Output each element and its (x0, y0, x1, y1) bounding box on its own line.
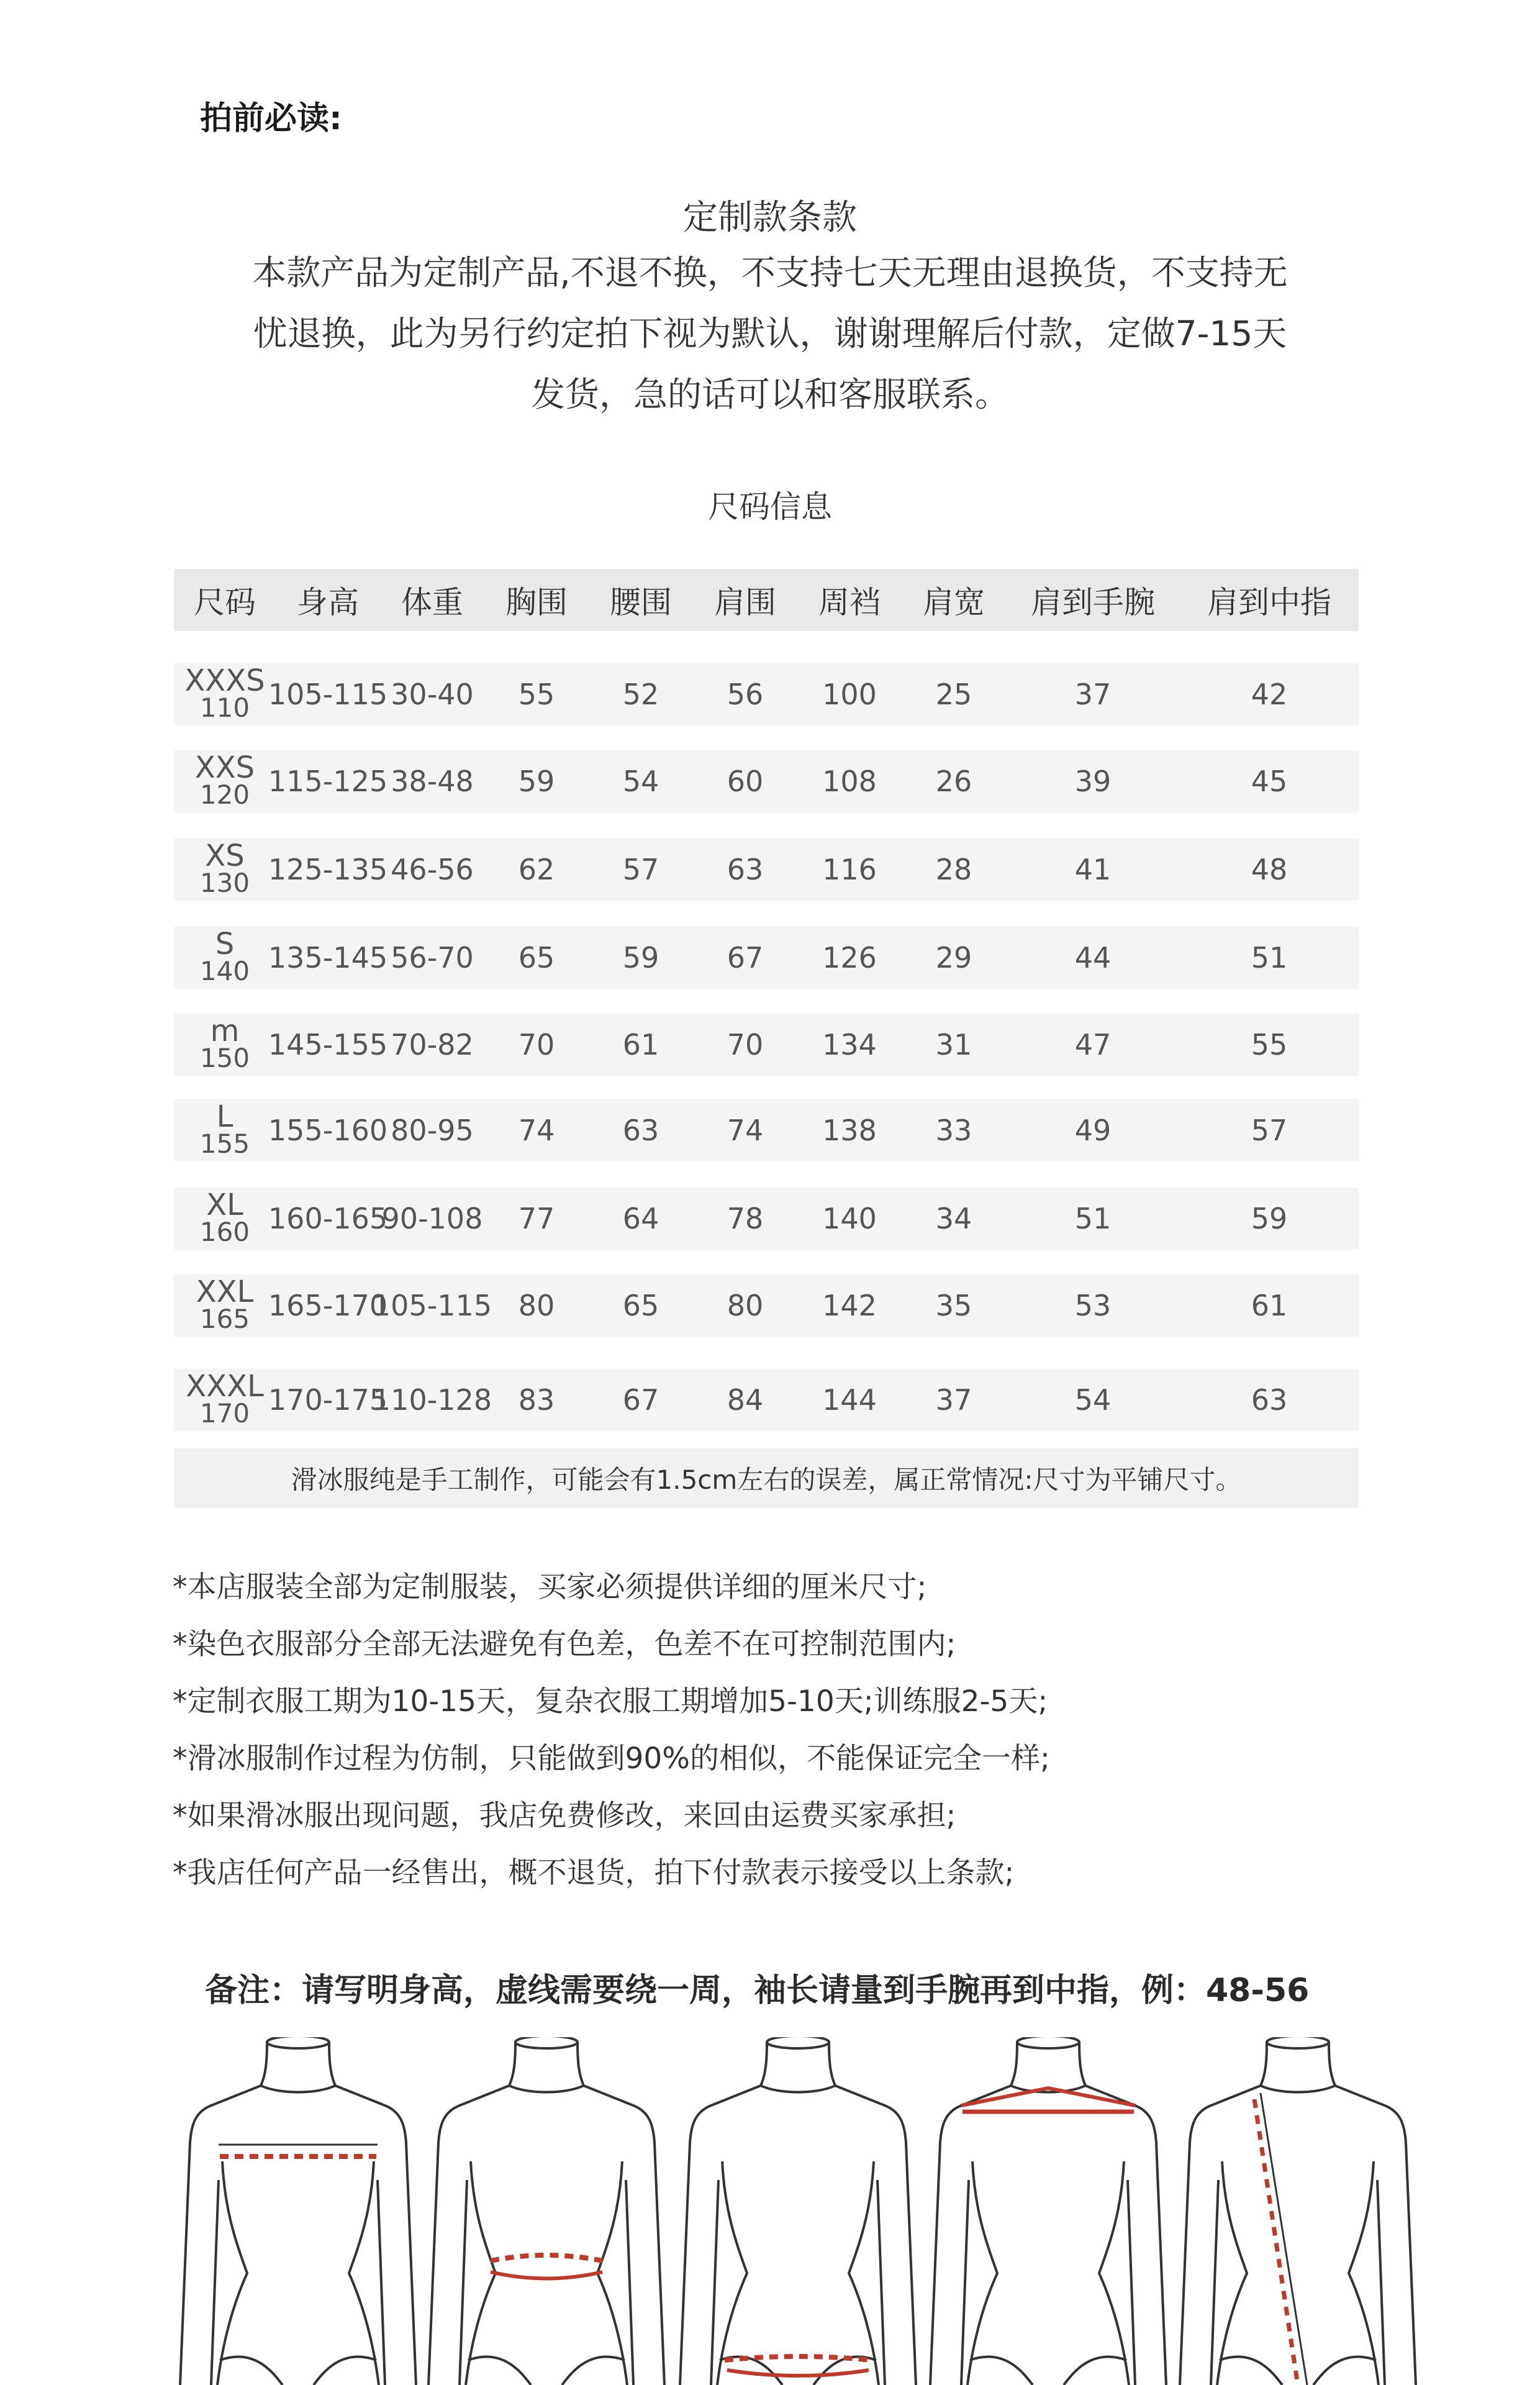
cell-weight: 105-115 (372, 1289, 492, 1322)
cell-waist: 57 (622, 853, 659, 886)
cell-weight: 38-48 (391, 765, 474, 798)
cell-weight: 30-40 (391, 678, 474, 711)
measurement-figures (0, 2037, 1540, 2385)
store-term: *染色衣服部分全部无法避免有色差，色差不在可控制范围内; (173, 1627, 956, 1661)
size-table-row (174, 1369, 1359, 1431)
cell-shoulder-to-wrist: 39 (1074, 765, 1112, 798)
cell-size (174, 1369, 276, 1431)
cell-shoulder-girth: 67 (727, 941, 764, 974)
cell-shoulder-girth: 70 (727, 1028, 764, 1061)
header-shoulder-to-wrist: 肩到手腕 (1031, 584, 1155, 620)
terms-line: 本款产品为定制产品,不退不换，不支持七天无理由退换货，不支持无 (252, 253, 1288, 293)
size-table-row (174, 1188, 1359, 1250)
size-code: 120 (199, 779, 250, 810)
cell-shoulder-girth: 63 (727, 853, 764, 886)
header-crotch: 周裆 (818, 584, 881, 620)
tolerance-note: 滑冰服纯是手工制作，可能会有1.5cm左右的误差，属正常情况:尺寸为平铺尺寸。 (174, 1448, 1359, 1508)
cell-shoulder-girth: 78 (727, 1202, 764, 1235)
cell-waist: 59 (622, 941, 659, 974)
header-shoulder-girth: 肩围 (714, 584, 776, 620)
cell-shoulder-width: 34 (935, 1202, 972, 1235)
size-label: m (210, 1014, 240, 1048)
header-size: 尺码 (194, 584, 256, 620)
cell-chest: 77 (518, 1202, 555, 1235)
cell-weight: 80-95 (391, 1114, 474, 1147)
cell-shoulder-to-wrist: 47 (1074, 1028, 1112, 1061)
terms-body (205, 242, 1335, 425)
cell-shoulder-to-finger: 45 (1251, 765, 1288, 798)
store-term: *我店任何产品一经售出，概不退货，拍下付款表示接受以上条款; (173, 1856, 1015, 1890)
cell-waist: 65 (622, 1289, 659, 1322)
cell-size (174, 927, 276, 989)
cell-weight: 110-128 (372, 1383, 492, 1417)
cell-waist: 52 (622, 678, 659, 711)
cell-crotch: 108 (822, 765, 877, 798)
bodysuit-arm-measure-icon (1167, 2037, 1428, 2385)
cell-shoulder-to-wrist: 49 (1074, 1114, 1112, 1147)
cell-shoulder-girth: 60 (727, 765, 764, 798)
terms-line: 发货，急的话可以和客服联系。 (530, 375, 1009, 414)
size-code: 130 (199, 868, 250, 898)
header-height: 身高 (297, 584, 359, 620)
cell-shoulder-width: 28 (935, 853, 972, 886)
size-label: XXS (194, 750, 255, 785)
cell-size (174, 1099, 276, 1161)
header-shoulder-to-finger: 肩到中指 (1207, 584, 1331, 620)
cell-waist: 64 (622, 1202, 659, 1235)
terms-title: 定制款条款 (683, 198, 857, 238)
cell-waist: 67 (622, 1383, 659, 1417)
cell-shoulder-to-finger: 57 (1251, 1114, 1288, 1147)
store-term: *定制衣服工期为10-15天，复杂衣服工期增加5-10天;训练服2-5天; (173, 1684, 1048, 1719)
size-label: XXL (196, 1274, 254, 1309)
cell-chest: 62 (518, 853, 555, 886)
cell-shoulder-width: 33 (935, 1114, 972, 1147)
header-shoulder-width: 肩宽 (923, 584, 985, 620)
cell-size (174, 1014, 276, 1076)
size-label: L (216, 1099, 233, 1134)
cell-size (174, 1188, 276, 1250)
size-table-row (174, 1274, 1359, 1337)
cell-chest: 83 (518, 1383, 555, 1417)
cell-shoulder-to-finger: 55 (1251, 1028, 1288, 1061)
cell-shoulder-to-wrist: 44 (1074, 941, 1112, 974)
cell-shoulder-width: 29 (935, 941, 972, 974)
cell-height: 125-135 (268, 853, 388, 886)
cell-weight: 90-108 (381, 1202, 483, 1235)
cell-shoulder-to-wrist: 37 (1074, 678, 1112, 711)
cell-crotch: 144 (822, 1383, 877, 1417)
header-weight: 体重 (401, 584, 463, 620)
size-table-header (174, 569, 1359, 631)
cell-shoulder-girth: 74 (727, 1114, 764, 1147)
size-code: 110 (199, 693, 250, 723)
size-table-row (174, 1014, 1359, 1076)
cell-shoulder-to-finger: 59 (1251, 1202, 1288, 1235)
cell-shoulder-to-wrist: 54 (1074, 1383, 1112, 1417)
cell-shoulder-girth: 56 (727, 678, 764, 711)
store-term: *本店服装全部为定制服装，买家必须提供详细的厘米尺寸; (173, 1570, 927, 1604)
size-code: 165 (199, 1304, 250, 1334)
cell-weight: 56-70 (391, 941, 474, 974)
cell-shoulder-width: 25 (935, 678, 972, 711)
size-label: XS (205, 838, 245, 873)
cell-shoulder-to-wrist: 51 (1074, 1202, 1112, 1235)
size-table-row (174, 1099, 1359, 1161)
bodysuit-shoulder-measure-icon (918, 2037, 1179, 2385)
cell-size (174, 750, 276, 812)
cell-crotch: 140 (822, 1202, 877, 1235)
cell-shoulder-girth: 80 (727, 1289, 764, 1322)
size-table-row (174, 663, 1359, 725)
store-term: *如果滑冰服出现问题，我店免费修改，来回由运费买家承担; (173, 1799, 956, 1833)
cell-size (174, 663, 276, 725)
store-term: *滑冰服制作过程为仿制，只能做到90%的相似，不能保证完全一样; (173, 1742, 1050, 1776)
cell-shoulder-to-finger: 42 (1251, 678, 1288, 711)
size-label: XL (206, 1188, 243, 1222)
terms-line: 忧退换，此为另行约定拍下视为默认，谢谢理解后付款，定做7-15天 (253, 314, 1287, 353)
size-table-row (174, 838, 1359, 901)
bodysuit-waist-measure-icon (416, 2037, 677, 2385)
cell-weight: 70-82 (391, 1028, 474, 1061)
cell-height: 115-125 (268, 765, 388, 798)
cell-shoulder-width: 31 (935, 1028, 972, 1061)
cell-shoulder-girth: 84 (727, 1383, 764, 1417)
cell-height: 155-160 (268, 1114, 388, 1147)
cell-shoulder-width: 35 (935, 1289, 972, 1322)
size-code: 160 (199, 1217, 250, 1247)
cell-waist: 63 (622, 1114, 659, 1147)
cell-height: 105-115 (268, 678, 388, 711)
bodysuit-chest-measure-icon (168, 2037, 428, 2385)
cell-crotch: 138 (822, 1114, 877, 1147)
cell-crotch: 142 (822, 1289, 877, 1322)
cell-size (174, 1274, 276, 1337)
header-chest: 胸围 (505, 584, 568, 620)
cell-chest: 55 (518, 678, 555, 711)
cell-height: 170-175 (268, 1383, 388, 1417)
size-code: 170 (199, 1398, 250, 1429)
cell-crotch: 116 (822, 853, 877, 886)
cell-crotch: 126 (822, 941, 877, 974)
cell-waist: 61 (622, 1028, 659, 1061)
cell-chest: 65 (518, 941, 555, 974)
cell-height: 165-170 (268, 1289, 388, 1322)
size-label: XXXL (186, 1369, 264, 1404)
cell-weight: 46-56 (391, 853, 474, 886)
bodysuit-crotch-measure-icon (668, 2037, 928, 2385)
cell-height: 145-155 (268, 1028, 388, 1061)
cell-shoulder-to-wrist: 41 (1074, 853, 1112, 886)
cell-chest: 70 (518, 1028, 555, 1061)
size-table-row (174, 750, 1359, 812)
cell-chest: 59 (518, 765, 555, 798)
cell-chest: 80 (518, 1289, 555, 1322)
cell-height: 135-145 (268, 941, 388, 974)
size-code: 140 (199, 956, 250, 986)
cell-shoulder-to-finger: 61 (1251, 1289, 1288, 1322)
size-table-title: 尺码信息 (708, 489, 832, 525)
size-code: 155 (199, 1129, 250, 1159)
cell-size (174, 838, 276, 901)
cell-height: 160-165 (268, 1202, 388, 1235)
size-table-row (174, 927, 1359, 989)
cell-shoulder-to-finger: 48 (1251, 853, 1288, 886)
cell-shoulder-width: 37 (935, 1383, 972, 1417)
notice-title: 拍前必读: (200, 100, 342, 137)
size-code: 150 (199, 1043, 250, 1073)
cell-chest: 74 (518, 1114, 555, 1147)
size-label: XXXS (184, 663, 265, 698)
header-waist: 腰围 (610, 584, 672, 620)
cell-waist: 54 (622, 765, 659, 798)
cell-crotch: 100 (822, 678, 877, 711)
cell-crotch: 134 (822, 1028, 877, 1061)
cell-shoulder-to-finger: 63 (1251, 1383, 1288, 1417)
cell-shoulder-to-wrist: 53 (1074, 1289, 1112, 1322)
store-terms-list (173, 1559, 1050, 1902)
measure-note: 备注：请写明身高，虚线需要绕一周，袖长请量到手腕再到中指，例：48-56 (205, 1972, 1310, 2009)
cell-shoulder-width: 26 (935, 765, 972, 798)
cell-shoulder-to-finger: 51 (1251, 941, 1288, 974)
size-label: S (215, 927, 235, 961)
